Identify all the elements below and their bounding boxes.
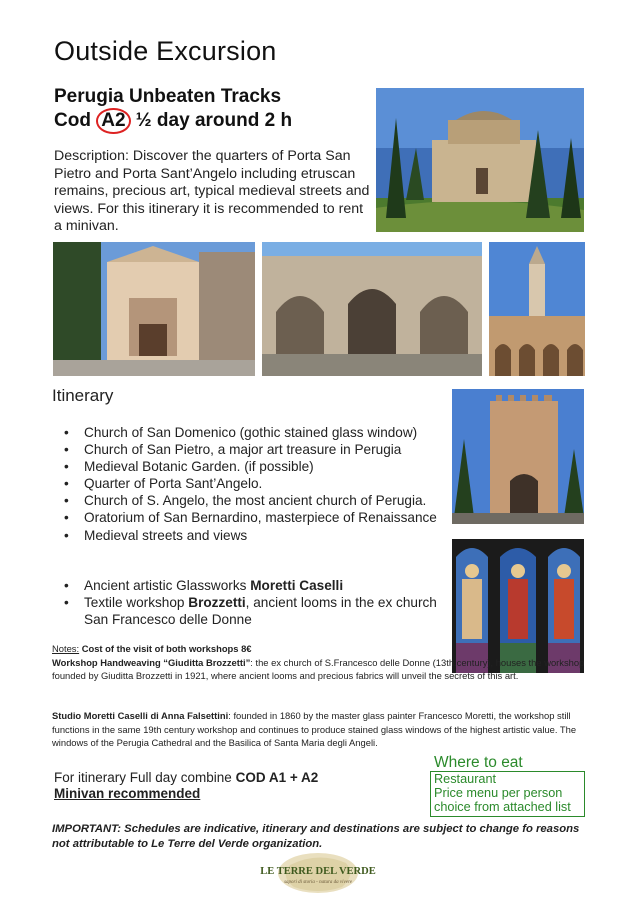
handweaving-text: : the ex church of S.Francesco delle Donne (13th.century), houses the workshop founded by Giuditta Brozzetti in 1921, where ancient looms and precious fabrics will unveil the secrets of this art. xyxy=(52,656,585,682)
le-terre-del-verde-logo xyxy=(250,851,386,895)
eat-line: Price menu per person xyxy=(434,786,563,800)
combine-text: For itinerary Full day combine xyxy=(54,770,236,785)
where-to-eat-box xyxy=(430,771,585,817)
logo-name: LE TERRE DEL VERDE xyxy=(260,866,376,877)
list-item xyxy=(62,594,437,628)
handweaving-title: Workshop Handweaving “Giuditta Brozzetti” xyxy=(52,656,251,668)
workshop-text: , ancient looms in the ex church xyxy=(245,595,437,611)
page-title: Outside Excursion xyxy=(54,36,277,66)
workshop-text: Ancient artistic Glassworks xyxy=(84,578,251,593)
notes-label: Notes: xyxy=(52,643,80,654)
important-disclaimer: IMPORTANT: Schedules are indicative, itinerary and destinations are subject to change fo reasons not attributable to Le Terre del Verde organization. xyxy=(52,823,580,850)
medieval-gate-tower-photo xyxy=(452,389,584,524)
combine-codes: COD A1 + A2 xyxy=(235,770,319,785)
notes-cost: Cost of the visit of both workshops 8€ xyxy=(81,643,252,654)
itinerary-heading: Itinerary xyxy=(52,386,114,405)
list-item: • Quarter of Porta Sant’Angelo. xyxy=(62,475,437,492)
workshops-list xyxy=(62,577,437,628)
eat-line: Restaurant xyxy=(434,772,497,786)
list-item: • Medieval Botanic Garden. (if possible) xyxy=(62,458,437,475)
eat-line: choice from attached list xyxy=(434,800,571,814)
workshop-name: Moretti Caselli xyxy=(250,578,344,593)
list-item: • Church of San Pietro, a major art treasure in Perugia xyxy=(62,441,437,458)
bell-tower-cloister-photo xyxy=(489,242,585,376)
tour-duration: ½ day around 2 h xyxy=(135,110,293,131)
workshop-text: Textile workshop xyxy=(84,595,189,611)
studio-title: Studio Moretti Caselli di Anna Falsettini xyxy=(52,710,229,721)
list-item: • Oratorium of San Bernardino, masterpiece of Renaissance xyxy=(62,509,437,526)
tour-code-circled: A2 xyxy=(96,108,130,134)
studio-text: : founded in 1860 by the master glass painter Francesco Moretti, the workshop still functions in the same 19th century workshop and continues to produce stained glass windows of the highest artistic value. The windows of the Perugia Cathedral and the Basilica of Santa Maria degli Angeli. xyxy=(52,710,577,749)
combine-note xyxy=(54,769,318,786)
tour-description: Description: Discover the quarters of Porta San Pietro and Porta Sant’Angelo including etruscan remains, precious art, typical medieval streets and views. For this itinerary it is recommended to rent a minivan. xyxy=(54,148,370,235)
workshop-text: San Francesco delle Donne xyxy=(84,612,252,628)
oratorium-san-bernardino-photo xyxy=(53,242,255,376)
tour-name: Perugia Unbeaten Tracks xyxy=(54,86,282,107)
notes-block xyxy=(52,642,592,683)
logo-tagline: sapori di storia - natura da vivere xyxy=(284,880,352,885)
porta-san-pietro-photo xyxy=(262,242,482,376)
cod-prefix: Cod xyxy=(54,110,91,131)
workshop-name: Brozzetti xyxy=(188,595,246,611)
list-item: • Church of San Domenico (gothic stained glass window) xyxy=(62,424,437,441)
tour-code-line xyxy=(54,110,292,132)
list-item: • Church of S. Angelo, the most ancient church of Perugia. xyxy=(62,492,437,509)
itinerary-list xyxy=(62,424,437,544)
studio-block xyxy=(52,709,592,750)
list-item: • Medieval streets and views xyxy=(62,527,437,544)
round-church-sant-angelo-photo xyxy=(376,88,584,232)
where-to-eat-title: Where to eat xyxy=(434,754,523,771)
list-item xyxy=(62,577,437,594)
minivan-note: Minivan recommended xyxy=(54,786,201,801)
